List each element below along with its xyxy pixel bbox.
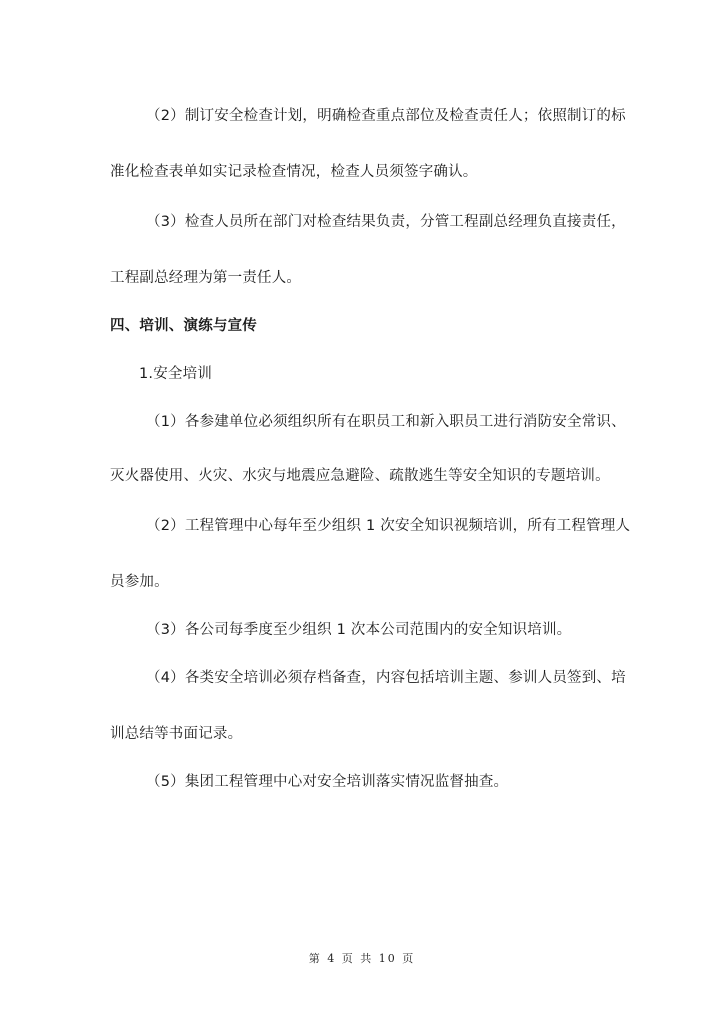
paragraph-line: （4）各类安全培训必须存档备查，内容包括培训主题、参训人员签到、培 (146, 670, 626, 686)
paragraph-line: （3）各公司每季度至少组织 1 次本公司范围内的安全知识培训。 (146, 622, 572, 638)
subsection-heading: 1.安全培训 (139, 366, 213, 382)
paragraph-line: （3）检查人员所在部门对检查结果负责，分管工程副总经理负直接责任， (146, 214, 626, 230)
section-heading: 四、培训、演练与宣传 (110, 318, 257, 334)
paragraph-line: 工程副总经理为第一责任人。 (110, 270, 302, 286)
paragraph-line: 准化检查表单如实记录检查情况，检查人员须签字确认。 (110, 164, 478, 180)
paragraph-line: 灭火器使用、火灾、水灾与地震应急避险、疏散逃生等安全知识的专题培训。 (110, 468, 610, 484)
page-number-footer: 第 4 页 共 10 页 (308, 952, 416, 965)
paragraph-line: （5）集团工程管理中心对安全培训落实情况监督抽查。 (146, 774, 509, 790)
paragraph-line: （2）制订安全检查计划，明确检查重点部位及检查责任人；依照制订的标 (146, 108, 626, 124)
paragraph-line: （1）各参建单位必须组织所有在职员工和新入职员工进行消防安全常识、 (146, 414, 626, 430)
paragraph-line: （2）工程管理中心每年至少组织 1 次安全知识视频培训，所有工程管理人 (146, 518, 631, 534)
paragraph-line: 员参加。 (110, 574, 169, 590)
paragraph-line: 训总结等书面记录。 (110, 726, 243, 742)
